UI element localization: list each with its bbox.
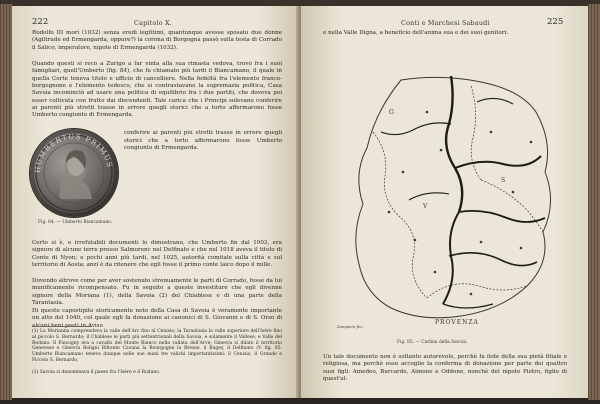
- right-page-number: 225: [547, 17, 564, 27]
- map-river: [449, 253, 537, 266]
- map-signature: Zampiero fec.: [337, 324, 364, 329]
- fig-85-caption: Fig. 85. — Carlina della Savoia.: [397, 340, 468, 345]
- left-paragraph-2-top: Quando questi si recò a Zurigo a far vinta alla sua rimasta vedova, trovò fra i suoi famigliari, quell'Umberto (fig. 84), che fu chiamato più tardi il Biancamano, il quale in quella Corte teneva titolo e ufficio di cancelliere. Nella fedeltà fra l'elemento franco-borgognone e l'elemento tedesco, che si contrastavano la supremazia politica, Casa Savoia incominciò ad usare una politica di equilibrio fra i due partiti, che doveva poi esser coltivata con frutto dai discendenti. Tale carica che i Principi solevano conferire ai parenti più stretti trasse in errore quegli storici che a torto affermarono fosse Umberto congiunto di Ermengarda.: [32, 61, 282, 119]
- left-running-header: Capitolo X.: [134, 19, 172, 27]
- map-river: [455, 156, 541, 168]
- page-edges-left: [0, 4, 12, 400]
- right-page: [301, 6, 588, 398]
- right-bottom-text: Un tale documento non è soltanto autorevole, perchè fa fede della sua pietà filiale e religiosa, ma perchè esso accoglie la conferma di donazione per parte dei quattro suoi figli: Amedeo, Burcardo, Aimone e Oddone, nonchè del nipote Pietro, figlio di quest'ul-: [323, 354, 567, 383]
- left-page: [12, 6, 299, 398]
- map-border: [356, 77, 551, 317]
- right-top-text: e nella Valle Digna, a beneficio dell'anima sua e dei suoi genitori.: [323, 30, 509, 36]
- map-label: PROVENZA: [435, 319, 479, 326]
- map-settlements: [388, 111, 533, 296]
- map-river: [443, 304, 493, 308]
- footnote-1: (1) La Morianna comprendeva la valle dell'Arc fino al Cenisio; la Tarantasia la valle superiore dell'Isère fino al piccolo S. Bernardo; il Chablese le parti più settentrionali della Savoia, e solamente il Vallese, e Valle del Rodano. Il Faucigny era a cavallo del Monte Bianco nella vallata dell'Arve; Ginevra si dilatò il territorio Genevese e Ginevra Beligni Biltonte Cavana la Bourgogne la Bresse, il Bugey, il Delfinato (V. fig. 85. Umberto Biancamano teneva dunque nelle sue mani tre valichi importantissimi: il Cenisio, il Grande e Piccolo S. Bernardo.: [32, 329, 282, 363]
- map-river-main: [443, 212, 459, 304]
- savoy-map: [331, 72, 561, 336]
- map-boundary-line: [481, 180, 543, 232]
- map-boundary-line: [471, 86, 481, 180]
- map-river-main: [446, 76, 462, 212]
- fig-84-caption: Fig. 84. — Umberto Biancamano.: [38, 220, 113, 225]
- footnote-2: (2) Savoia si denominava il paese fra l'Isère e il Rodano.: [32, 370, 161, 375]
- page-edges-right: [588, 4, 600, 400]
- left-paragraph-3: Certo si è, e irrefutabili documenti lo dimostrano, che Umberto fin dal 1003, era signore di alcune terre presso Salmorenc nel Delfinato e che nel 1018 aveva il titolo di Conte di Nyon; e pochi anni più tardi, nel 1025, autorità comitale sulla città e sul territorio di Aosta; anzi è da ritenere che egli fosse il primo conte laico dopo il mille.: [32, 240, 282, 269]
- map-river: [409, 193, 449, 200]
- map-river: [381, 123, 451, 135]
- umberto-medal-image: [30, 129, 118, 217]
- map-label: S: [501, 177, 506, 184]
- map-label: G: [389, 109, 394, 116]
- footnote-rule: [32, 326, 92, 327]
- map-river: [477, 98, 513, 104]
- svg-text:HUMBERTUS PRIMUS: HUMBERTUS PRIMUS: [33, 132, 114, 174]
- map-boundary-line: [373, 132, 427, 298]
- left-paragraph-5: Di questo capostipite storicamente noto della Casa di Savoia è veramente importante un atto del 1040, col quale egli fa donazione ai canonici di S. Giovanni e di S. Orso di alcuni beni posti in Aviso: [32, 308, 282, 329]
- map-label: V: [423, 203, 428, 210]
- right-running-header: Conti e Marchesi Sabaudi: [401, 19, 490, 27]
- left-page-number: 222: [32, 17, 49, 27]
- left-paragraph-1: Rodolfo III morì (1032) senza eredi legittimi, quantunque avesse sposato due donne (Agiltrude ed Ermengarda, oppure?) la corona di Borgogna passò sulla testa di Corrado il Salico, imperatore, nipote di Ermengarda (1032).: [32, 30, 282, 51]
- left-paragraph-2-wrap: conferire ai parenti più stretti trasse in errore quegli storici che a torto affermarono fosse Umberto congiunto di Ermengarda.: [124, 130, 282, 152]
- map-boundary-line: [427, 284, 527, 298]
- left-paragraph-4: Dovendo altrove come per aver sostenuto strenuamente le parti di Corrado, fosse da lui munificamente ricompensato. Fu in seguito a queste investiture che egli divenne signore della Moriana (1), della Savoia (2) del Chiablese e di una parte della Tarantasia.: [32, 278, 282, 307]
